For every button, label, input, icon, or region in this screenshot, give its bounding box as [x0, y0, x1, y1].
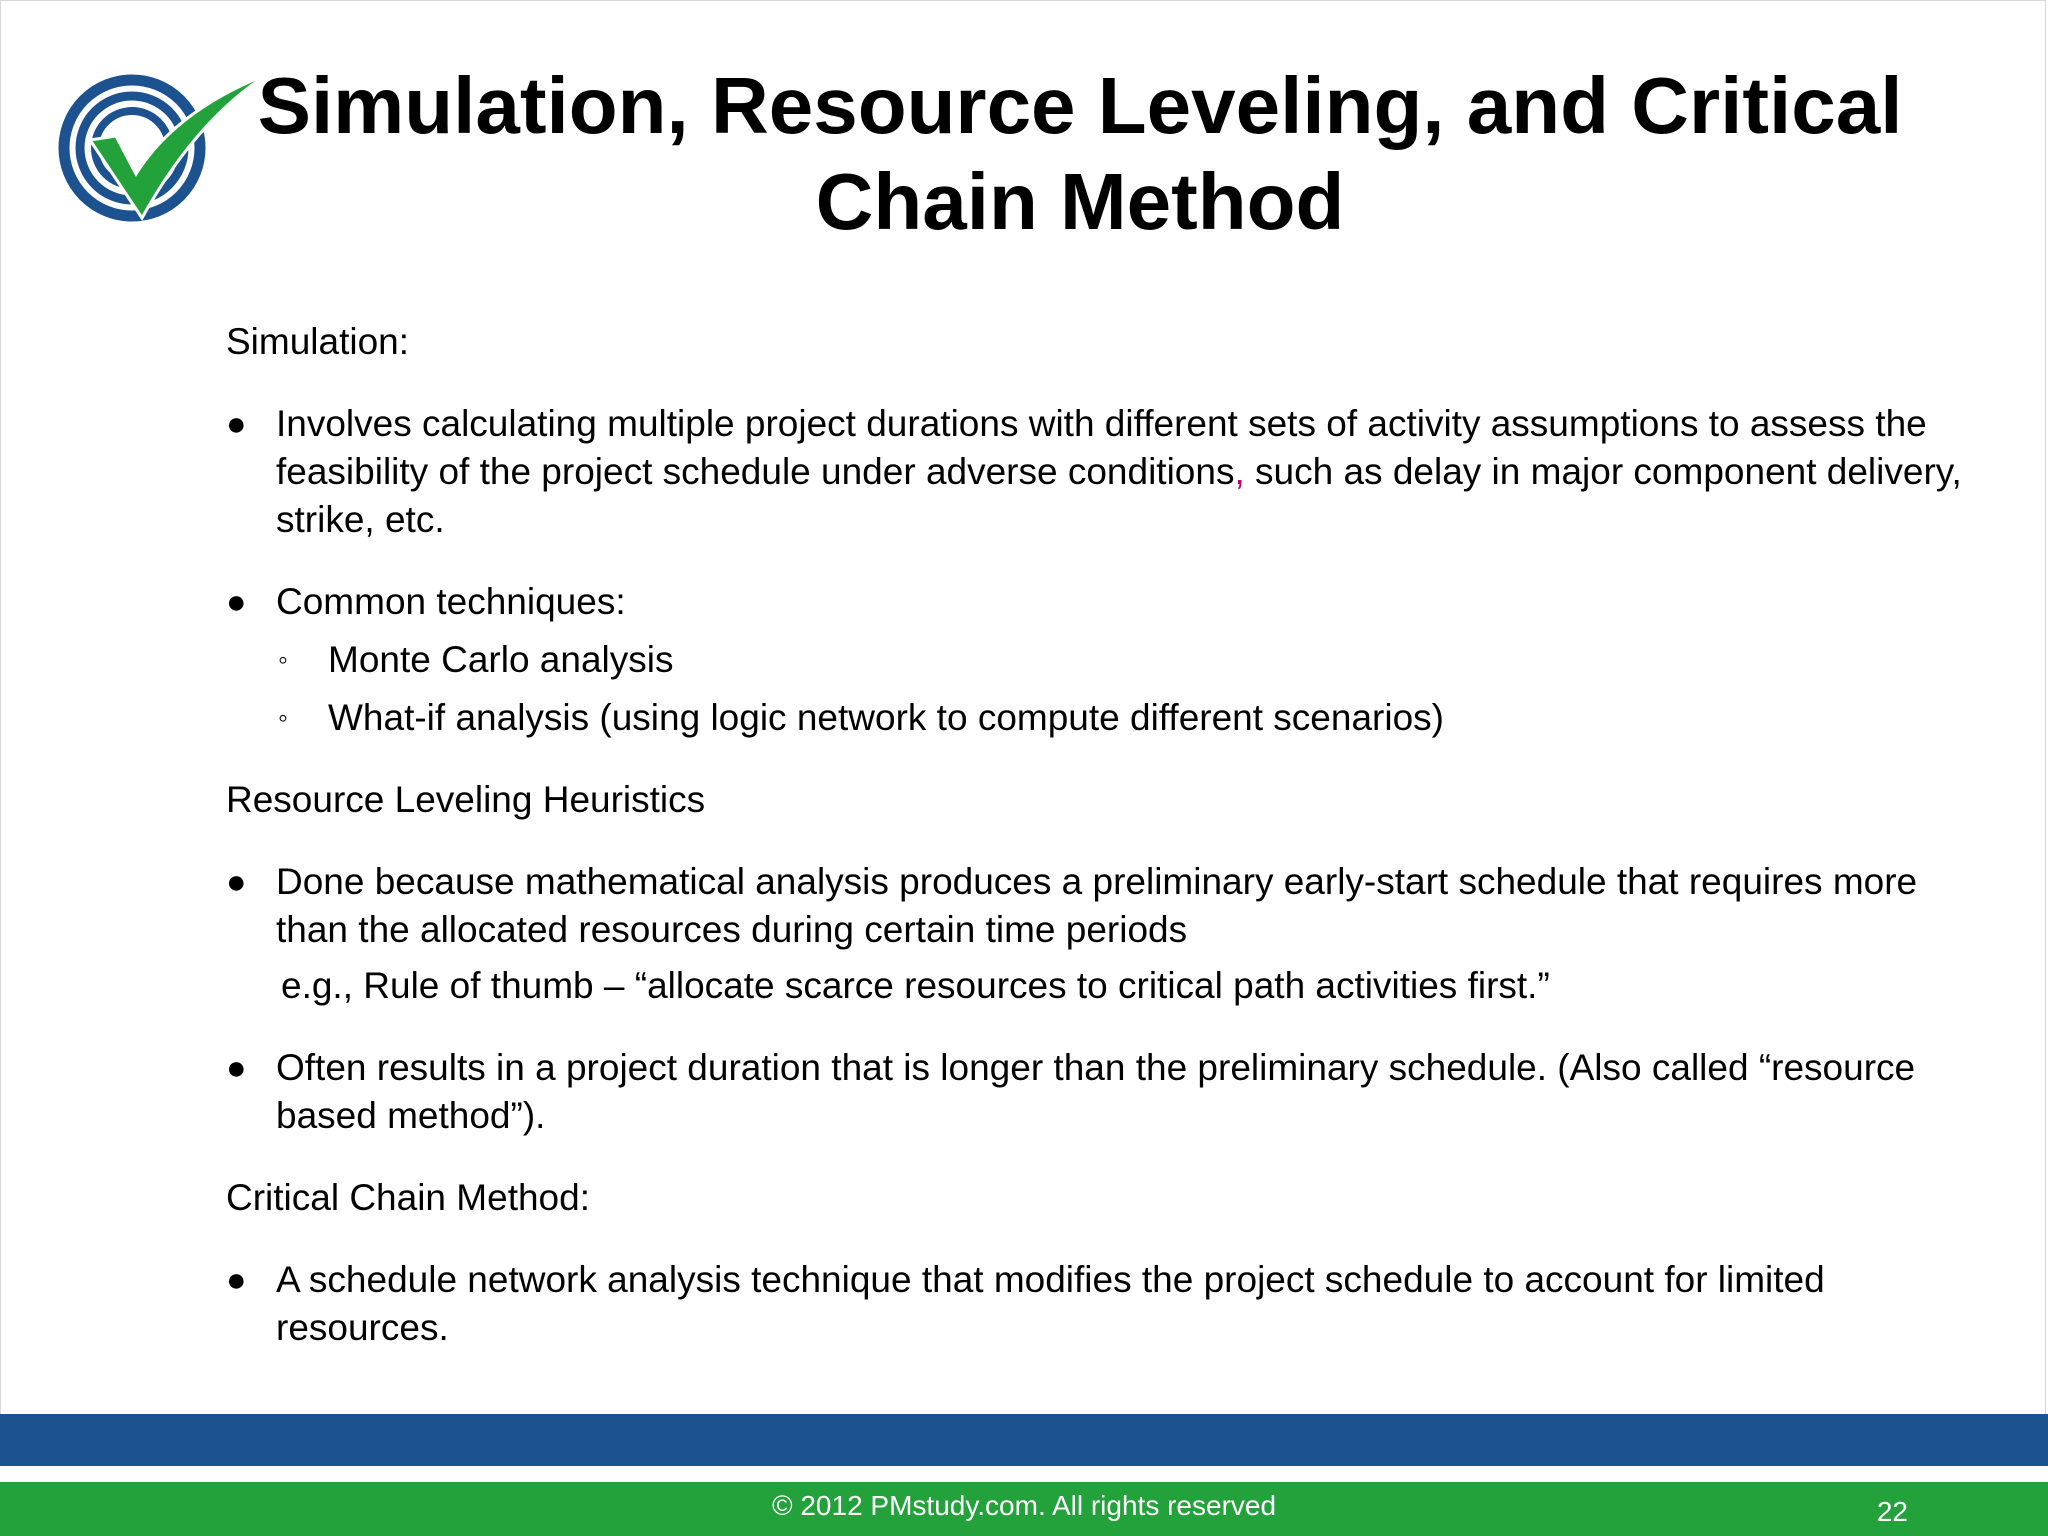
resource-leveling-heading: Resource Leveling Heuristics [226, 779, 706, 820]
list-item [226, 1256, 1966, 1352]
sub-item-what-if: What-if analysis (using logic network to compute different scenarios) [328, 697, 1444, 738]
simulation-bullet-1-text: Involves calculating multiple project durations with different sets of activity assumptions to assess the feasibility of the project schedule under adverse conditions [276, 403, 1927, 492]
sub-list-item [226, 636, 1966, 684]
sub-item-monte-carlo: Monte Carlo analysis [328, 639, 674, 680]
page-title [230, 58, 1930, 250]
critical-chain-bullet-1-text: A schedule network analysis technique that modifies the project schedule to account for limited resources. [276, 1259, 1825, 1348]
title-line-2: Chain Method [815, 157, 1345, 246]
list-item [226, 858, 1966, 954]
list-item [226, 578, 1966, 626]
hollow-circle-icon: ◦ [278, 644, 288, 675]
simulation-bullet-1-tail: such as delay in major component delivery, strike, etc. [276, 451, 1962, 540]
footer-divider [0, 1466, 2048, 1482]
rule-of-thumb-example: e.g., Rule of thumb – “allocate scarce resources to critical path activities first.” [281, 965, 1550, 1006]
bullet-dot-icon: ● [226, 863, 247, 901]
simulation-heading: Simulation: [226, 321, 410, 362]
copyright-text: © 2012 PMstudy.com. All rights reserved [771, 1490, 1277, 1521]
simulation-bullet-2-text: Common techniques: [276, 581, 626, 622]
list-item [226, 1044, 1966, 1140]
resource-bullet-2-text: Often results in a project duration that is longer than the preliminary schedule. (Also called “resource based method”). [276, 1047, 1916, 1136]
sub-list-item [226, 694, 1966, 742]
resource-bullet-1-text: Done because mathematical analysis produces a preliminary early-start schedule that requires more than the allocated resources during certain time periods [276, 861, 1918, 950]
title-line-1: Simulation, Resource Leveling, and Critical [257, 61, 1903, 150]
bullet-dot-icon: ● [226, 1049, 247, 1087]
critical-chain-heading: Critical Chain Method: [226, 1177, 590, 1218]
bullet-dot-icon: ● [226, 405, 247, 443]
page-number: 22 [1876, 1496, 1908, 1527]
bullet-dot-icon: ● [226, 1261, 247, 1299]
list-item [226, 400, 1966, 544]
hollow-circle-icon: ◦ [278, 702, 288, 733]
slide-content [226, 318, 1966, 1352]
bullet-dot-icon: ● [226, 583, 247, 621]
footer-blue-bar [0, 1414, 2048, 1466]
highlight-comma: , [1234, 451, 1245, 492]
